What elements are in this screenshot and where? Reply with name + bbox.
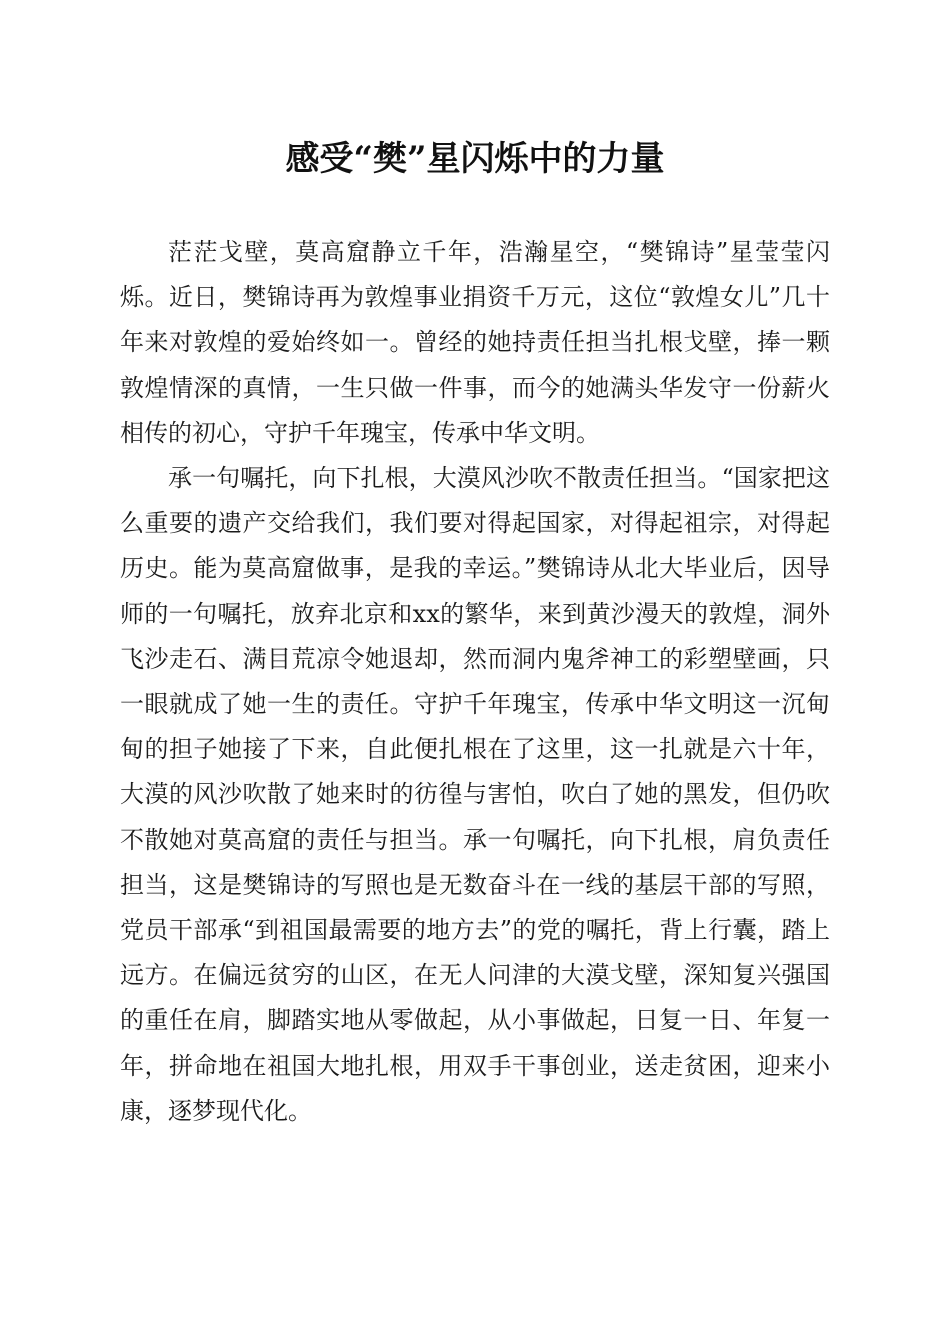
document-title: 感受“樊”星闪烁中的力量 xyxy=(285,139,665,179)
paragraph-2: 承一句嘱托，向下扎根，大漠风沙吹不散责任担当。“国家把这么重要的遗产交给我们，我们要对得起国家，对得起祖宗，对得起历史。能为莫高窟做事，是我的幸运。”樊锦诗从北大毕业后，因导师的一句嘱托，放弃北京和xx的繁华，来到黄沙漫天的敦煌，洞外飞沙走石、满目荒凉令她退却，然而洞内鬼斧神工的彩塑壁画，只一眼就成了她一生的责任。守护千年瑰宝，传承中华文明这一沉甸甸的担子她接了下来，自此便扎根在了这里，这一扎就是六十年，大漠的风沙吹散了她来时的彷徨与害怕，吹白了她的黑发，但仍吹不散她对莫高窟的责任与担当。承一句嘱托，向下扎根，肩负责任担当，这是樊锦诗的写照也是无数奋斗在一线的基层干部的写照，党员干部承“到祖国最需要的地方去”的党的嘱托，背上行囊，踏上远方。在偏远贫穷的山区，在无人问津的大漠戈壁，深知复兴强国的重任在肩，脚踏实地从零做起，从小事做起，日复一日、年复一年，拼命地在祖国大地扎根，用双手干事创业，送走贫困，迎来小康，逐梦现代化。 xyxy=(120,464,830,1125)
paragraph-1: 茫茫戈壁，莫高窟静立千年，浩瀚星空，“樊锦诗”星莹莹闪烁。近日，樊锦诗再为敦煌事业捐资千万元，这位“敦煌女儿”几十年来对敦煌的爱始终如一。曾经的她持责任担当扎根戈壁，捧一颗敦煌情深的真情，一生只做一件事，而今的她满头华发守一份薪火相传的初心，守护千年瑰宝，传承中华文明。 xyxy=(120,238,830,447)
document-body xyxy=(120,230,830,1134)
